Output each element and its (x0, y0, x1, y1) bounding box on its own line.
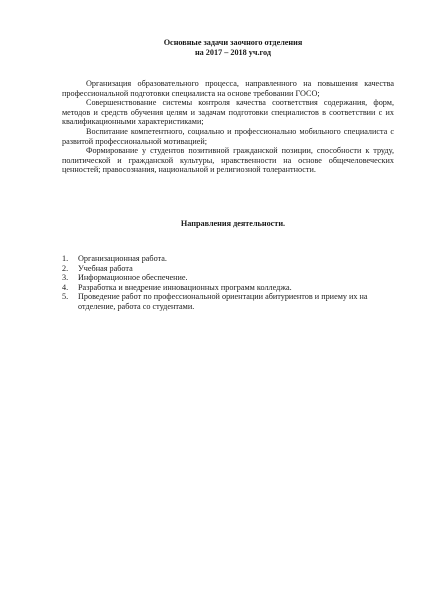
list-item (62, 283, 394, 293)
paragraph: Организация образовательного процесса, направленного на повышения качества профессиональной подготовки специалиста на основе требовании ГОСО; (62, 79, 394, 98)
document-page (62, 38, 394, 311)
title-line-1: Основные задачи заочного отделения (163, 38, 303, 47)
list-item-number: 1. (62, 254, 69, 263)
document-title (62, 38, 394, 58)
paragraph: Совершенствование системы контроля качества соответствия содержания, форм, методов и средств обучения целям и задачам подготовки специалистов в соответствии с их квалификационными характеристиками; (62, 98, 394, 127)
title-line-2: на 2017 – 2018 уч.год (194, 48, 272, 57)
list-item-number: 5. (62, 292, 69, 302)
list-item-number: 2. (62, 263, 69, 273)
paragraph: Воспитание компетентного, социально и профессионально мобильного специалиста с развитой профессиональной мотивацией; (62, 126, 394, 146)
list-item-text: Информационное обеспечение. (78, 273, 188, 283)
list-item (62, 254, 394, 264)
list-item-text: Проведение работ по профессиональной ориентации абитуриентов и приему их на отделение, работа со студентами. (78, 292, 368, 311)
list-item-text: Разработка и внедрение инновационных программ колледжа. (78, 282, 292, 292)
list-item (62, 273, 394, 283)
list-item-text: Организационная работа. (78, 254, 167, 263)
intro-paragraphs (62, 79, 394, 175)
section-heading: Направления деятельности. (180, 219, 286, 228)
list-item (62, 264, 394, 274)
list-item-number: 4. (62, 282, 69, 292)
list-item-number: 3. (62, 273, 69, 283)
activity-list (62, 254, 394, 312)
list-item (62, 292, 394, 311)
paragraph: Формирование у студентов позитивной гражданской позиции, способности к труду, политической и гражданской культуры, нравственности на основе общечеловеческих ценностей; правосознания, национальной и религиозной толерантности. (62, 146, 394, 175)
list-item-text: Учебная работа (78, 263, 133, 273)
